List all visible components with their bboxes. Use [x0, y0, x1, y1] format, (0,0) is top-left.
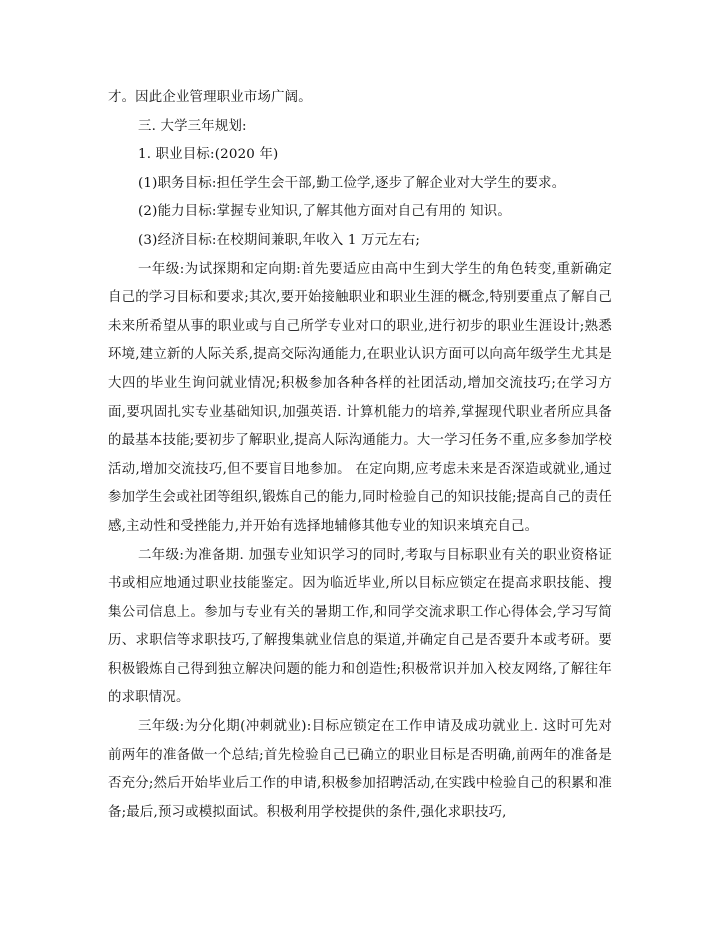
- paragraph-third-year: 三年级:为分化期(冲刺就业):目标应锁定在工作申请及成功就业上. 这时可先对前两年的准备做一个总结;首先检验自己已确立的职业目标是否明确,前两年的准备是否充分;然后开始毕业后工作的申请,积极参加招聘活动,在实践中检验自己的积累和准备;最后,预习或模拟面试。积极利用学校提供的条件,强化求职技巧,: [108, 719, 612, 820]
- paragraph-intro-tail: 才。因此企业管理职业市场广阔。: [108, 90, 312, 105]
- goal-item-economic: (3)经济目标:在校期间兼职,年收入 1 万元左右;: [138, 232, 421, 248]
- document-page: [108, 84, 612, 827]
- goal-item-ability: (2)能力目标:掌握专业知识,了解其他方面对自己有用的 知识。: [138, 204, 511, 220]
- paragraph-second-year: 二年级:为准备期. 加强专业知识学习的同时,考取与目标职业有关的职业资格证书或相应地通过职业技能鉴定。因为临近毕业,所以目标应锁定在提高求职技能、搜集公司信息上。参加与专业有关的暑期工作,和同学交流求职工作心得体会,学习写简历、求职信等求职技巧,了解搜集就业信息的渠道,并确定自己是否要升本或考研。要积极锻炼自己得到独立解决问题的能力和创造性;积极常识并加入校友网络,了解往年的求职情况。: [108, 547, 612, 706]
- subheading-career-goal: 1. 职业目标:(2020 年): [138, 147, 279, 163]
- paragraph-first-year: 一年级:为试探期和定向期:首先要适应由高中生到大学生的角色转变,重新确定自己的学习目标和要求;其次,要开始接触职业和职业生涯的概念,特别要重点了解自己未来所希望从事的职业或与自己所学专业对口的职业,进行初步的职业生涯设计;熟悉环境,建立新的人际关系,提高交际沟通能力,在职业认识方面可以向高年级学生尤其是大四的毕业生询问就业情况;积极参加各种各样的社团活动,增加交流技巧;在学习方面,要巩固扎实专业基础知识,加强英语. 计算机能力的培养,掌握现代职业者所应具备的最基本技能;要初步了解职业,提高人际沟通能力。大一学习任务不重,应多参加学校活动,增加交流技巧,但不要盲目地参加。 在定向期,应考虑未来是否深造或就业,通过参加学生会或社团等组织,锻炼自己的能力,同时检验自己的知识技能;提高自己的责任感,主动性和受挫能力,并开始有选择地辅修其他专业的知识来填充自己。: [108, 261, 612, 534]
- goal-item-position: (1)职务目标:担任学生会干部,勤工俭学,逐步了解企业对大学生的要求。: [138, 175, 566, 191]
- section-heading-three-year-plan: 三. 大学三年规划:: [138, 118, 247, 134]
